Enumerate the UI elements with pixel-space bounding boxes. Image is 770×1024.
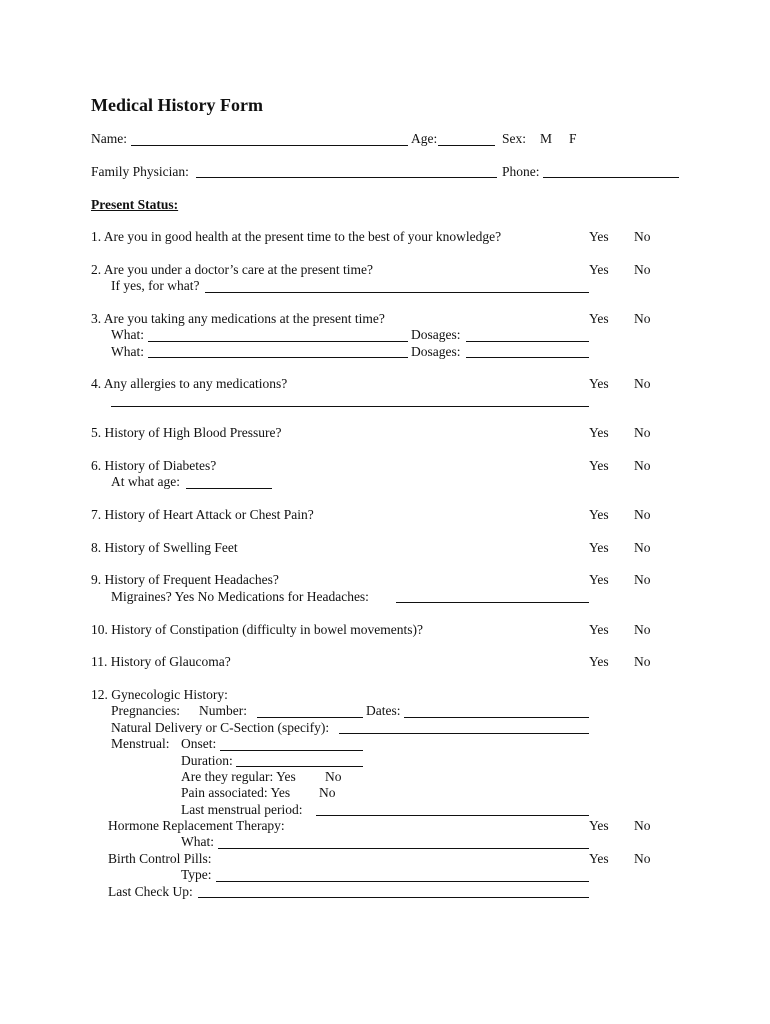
q4-yes[interactable]: Yes [589, 376, 609, 391]
q10-yes[interactable]: Yes [589, 622, 609, 637]
q3-what-field-2[interactable] [148, 357, 408, 358]
hrt-what-label: What: [181, 834, 214, 849]
physician-field[interactable] [196, 177, 497, 178]
sex-label: Sex: [502, 131, 527, 146]
question-7: 7. History of Heart Attack or Chest Pain? [91, 507, 314, 522]
pregnancies-number-field[interactable] [257, 717, 363, 718]
q8-no[interactable]: No [634, 540, 651, 555]
physician-label: Family Physician: [91, 164, 189, 179]
q9-no[interactable]: No [634, 572, 651, 587]
q1-yes[interactable]: Yes [589, 229, 609, 244]
q9-medications-field[interactable] [396, 602, 589, 603]
question-10: 10. History of Constipation (difficulty in bowel movements)? [91, 622, 423, 637]
q2-followup-label: If yes, for what? [111, 278, 200, 293]
number-label: Number: [199, 703, 247, 718]
last-period-field[interactable] [316, 815, 589, 816]
question-6: 6. History of Diabetes? [91, 458, 217, 473]
q6-no[interactable]: No [634, 458, 651, 473]
hrt-what-field[interactable] [218, 848, 589, 849]
age-label: Age: [411, 131, 438, 146]
q9-migraines-label: Migraines? Yes No Medications for Headaches: [111, 589, 369, 604]
q11-yes[interactable]: Yes [589, 654, 609, 669]
q6-yes[interactable]: Yes [589, 458, 609, 473]
question-8: 8. History of Swelling Feet [91, 540, 238, 555]
last-period-label: Last menstrual period: [181, 802, 303, 817]
name-label: Name: [91, 131, 127, 146]
pregnancies-dates-field[interactable] [404, 717, 589, 718]
q2-yes[interactable]: Yes [589, 262, 609, 277]
form-title: Medical History Form [91, 95, 263, 115]
name-field[interactable] [131, 145, 408, 146]
q2-no[interactable]: No [634, 262, 651, 277]
q5-yes[interactable]: Yes [589, 425, 609, 440]
question-1: 1. Are you in good health at the present time to the best of your knowledge? [91, 229, 502, 244]
onset-field[interactable] [220, 750, 363, 751]
question-3: 3. Are you taking any medications at the present time? [91, 311, 385, 326]
q2-followup-field[interactable] [205, 292, 589, 293]
q3-dosage-field-1[interactable] [466, 341, 589, 342]
q7-yes[interactable]: Yes [589, 507, 609, 522]
pregnancies-label: Pregnancies: [111, 703, 180, 718]
duration-label: Duration: [181, 753, 233, 768]
question-2: 2. Are you under a doctor’s care at the present time? [91, 262, 374, 277]
q4-no[interactable]: No [634, 376, 651, 391]
menstrual-label: Menstrual: [111, 736, 170, 751]
bc-type-label: Type: [181, 867, 212, 882]
onset-label: Onset: [181, 736, 217, 751]
question-4: 4. Any allergies to any medications? [91, 376, 288, 391]
sex-option-m[interactable]: M [540, 131, 553, 146]
phone-label: Phone: [502, 164, 540, 179]
q9-yes[interactable]: Yes [589, 572, 609, 587]
q3-yes[interactable]: Yes [589, 311, 609, 326]
last-checkup-field[interactable] [198, 897, 589, 898]
q10-no[interactable]: No [634, 622, 651, 637]
natural-delivery-field[interactable] [339, 733, 589, 734]
hrt-yes[interactable]: Yes [589, 818, 609, 833]
q8-yes[interactable]: Yes [589, 540, 609, 555]
age-field[interactable] [438, 145, 495, 146]
birth-control-label: Birth Control Pills: [108, 851, 212, 866]
q4-allergies-field[interactable] [111, 406, 589, 407]
phone-field[interactable] [543, 177, 679, 178]
q3-dosage-field-2[interactable] [466, 357, 589, 358]
question-12: 12. Gynecologic History: [91, 687, 228, 702]
dates-label: Dates: [366, 703, 401, 718]
hrt-label: Hormone Replacement Therapy: [108, 818, 285, 833]
q3-what-field-1[interactable] [148, 341, 408, 342]
sex-option-f[interactable]: F [569, 131, 577, 146]
regular-label: Are they regular: Yes [181, 769, 296, 784]
last-checkup-label: Last Check Up: [108, 884, 193, 899]
regular-no[interactable]: No [325, 769, 342, 784]
q3-no[interactable]: No [634, 311, 651, 326]
q5-no[interactable]: No [634, 425, 651, 440]
hrt-no[interactable]: No [634, 818, 651, 833]
q6-age-label: At what age: [111, 474, 180, 489]
q3-dosage-label-2: Dosages: [411, 344, 461, 359]
q1-no[interactable]: No [634, 229, 651, 244]
question-11: 11. History of Glaucoma? [91, 654, 231, 669]
q3-what-label-2: What: [111, 344, 144, 359]
bc-type-field[interactable] [216, 881, 589, 882]
question-5: 5. History of High Blood Pressure? [91, 425, 282, 440]
birth-control-no[interactable]: No [634, 851, 651, 866]
q7-no[interactable]: No [634, 507, 651, 522]
question-9: 9. History of Frequent Headaches? [91, 572, 279, 587]
pain-no[interactable]: No [319, 785, 336, 800]
q11-no[interactable]: No [634, 654, 651, 669]
duration-field[interactable] [236, 766, 363, 767]
pain-label: Pain associated: Yes [181, 785, 291, 800]
q3-what-label-1: What: [111, 327, 144, 342]
q3-dosage-label-1: Dosages: [411, 327, 461, 342]
birth-control-yes[interactable]: Yes [589, 851, 609, 866]
natural-delivery-label: Natural Delivery or C-Section (specify): [111, 720, 330, 735]
present-status-heading: Present Status: [91, 197, 179, 212]
q6-age-field[interactable] [186, 488, 272, 489]
